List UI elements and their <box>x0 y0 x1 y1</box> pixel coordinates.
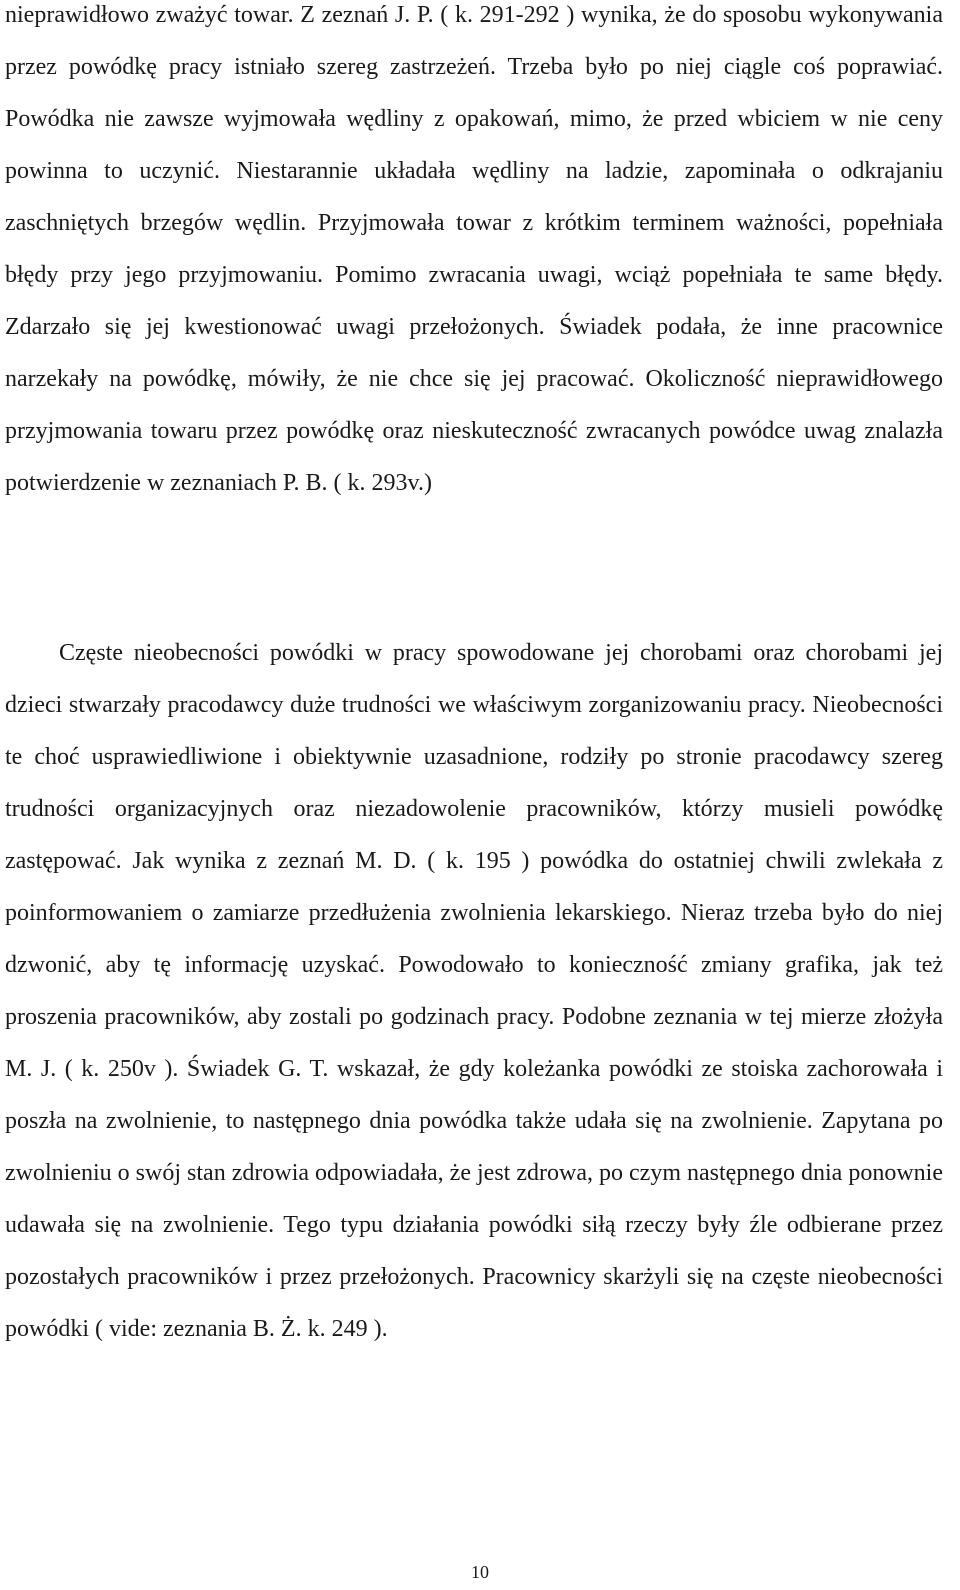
paragraph-absences: Częste nieobecności powódki w pracy spowodowane jej chorobami oraz chorobami jej dzieci stwarzały pracodawcy duże trudności we właściwym zorganizowaniu pracy. Nieobecności te choć usprawiedliwione i obiektywnie uzasadnione, rodziły po stronie pracodawcy szereg trudności organizacyjnych oraz niezadowolenie pracowników, którzy musieli powódkę zastępować. Jak wynika z zeznań M. D. ( k. 195 ) powódka do ostatniej chwili zwlekała z poinformowaniem o zamiarze przedłużenia zwolnienia lekarskiego. Nieraz trzeba było do niej dzwonić, aby tę informację uzyskać. Powodowało to konieczność zmiany grafika, jak też proszenia pracowników, aby zostali po godzinach pracy. Podobne zeznania w tej mierze złożyła M. J. ( k. 250v ). Świadek G. T. wskazał, że gdy koleżanka powódki ze stoiska zachorowała i poszła na zwolnienie, to następnego dnia powódka także udała się na zwolnienie. Zapytana po zwolnieniu o swój stan zdrowia odpowiadała, że jest zdrowa, po czym następnego dnia ponownie udawała się na zwolnienie. Tego typu działania powódki siłą rzeczy były źle odbierane przez pozostałych pracowników i przez przełożonych. Pracownicy skarżyli się na częste nieobecności powódki ( vide: zeznania B. Ż. k. 249 ). <box>5 640 943 1342</box>
page-number: 10 <box>471 1562 489 1582</box>
paragraph-continued: nieprawidłowo zważyć towar. Z zeznań J. P. ( k. 291-292 ) wynika, że do sposobu wykonywania przez powódkę pracy istniało szereg zastrzeżeń. Trzeba było po niej ciągle coś poprawiać. Powódka nie zawsze wyjmowała wędliny z opakowań, mimo, że przed wbiciem w nie ceny powinna to uczynić. Niestarannie układała wędliny na ladzie, zapominała o odkrajaniu zaschniętych brzegów wędlin. Przyjmowała towar z krótkim terminem ważności, popełniała błędy przy jego przyjmowaniu. Pomimo zwracania uwagi, wciąż popełniała te same błędy. Zdarzało się jej kwestionować uwagi przełożonych. Świadek podała, że inne pracownice narzekały na powódkę, mówiły, że nie chce się jej pracować. Okoliczność nieprawidłowego przyjmowania towaru przez powódkę oraz nieskuteczność zwracanych powódce uwag znalazła potwierdzenie w zeznaniach P. B. ( k. 293v.) <box>5 2 943 496</box>
